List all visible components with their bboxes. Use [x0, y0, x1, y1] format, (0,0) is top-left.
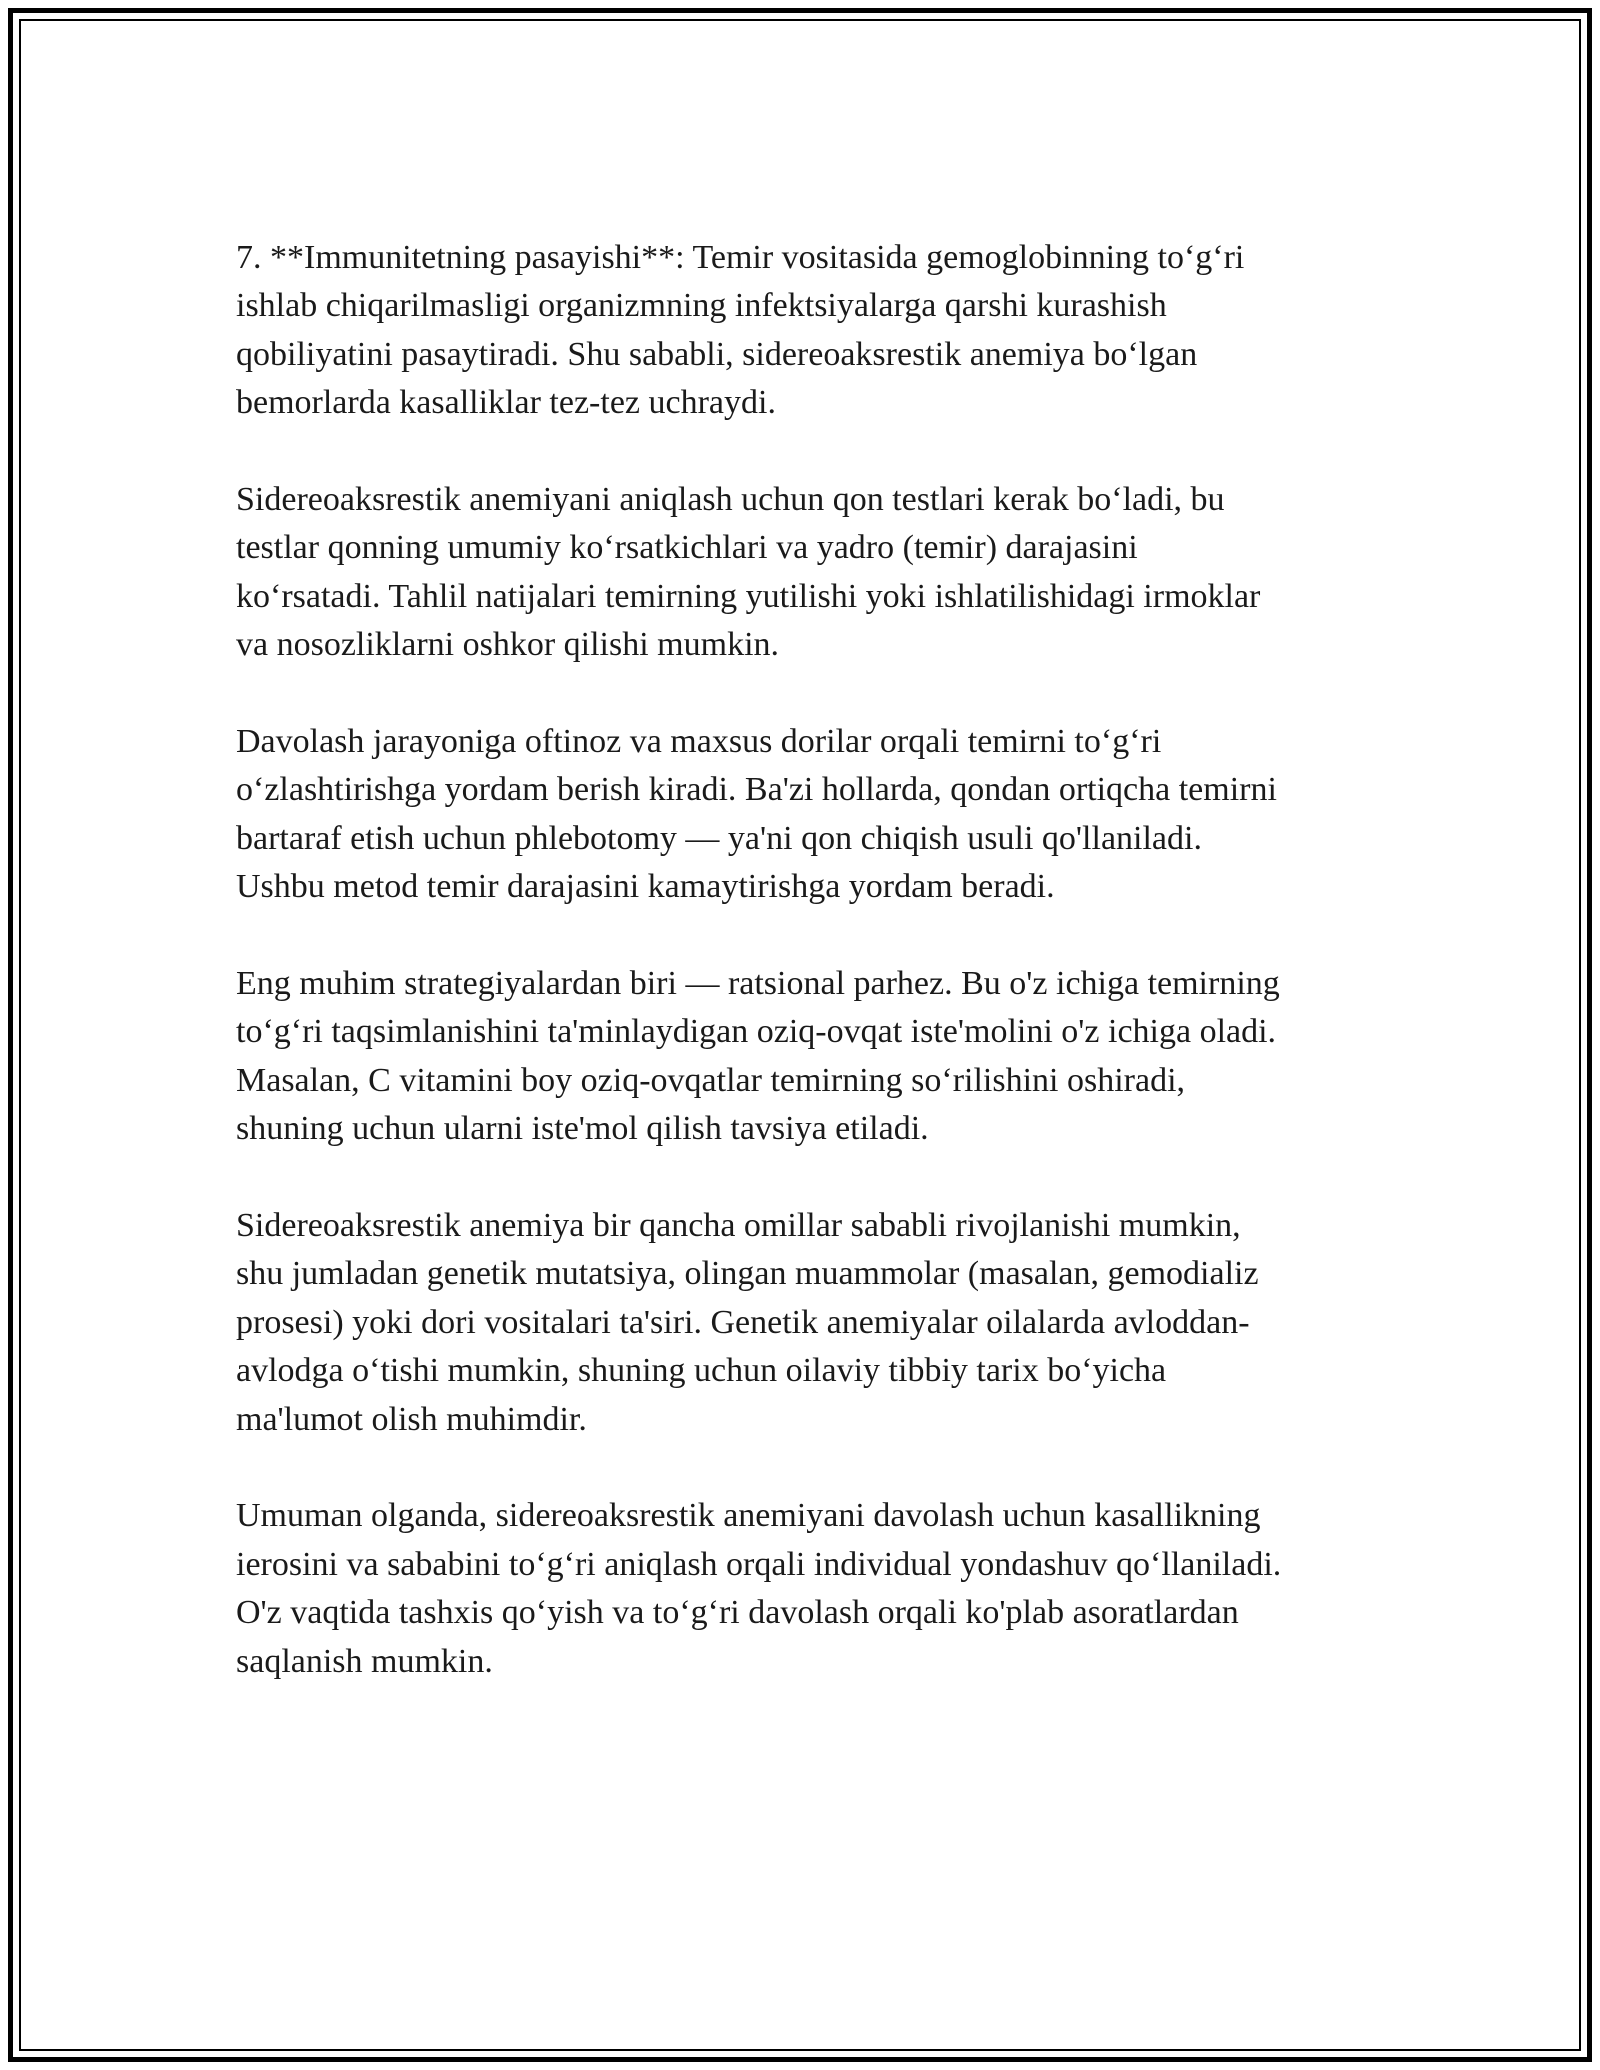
paragraph-conclusion: Umuman olganda, sidereoaksrestik anemiyani davolash uchun kasallikning ierosini va sababini to‘g‘ri aniqlash orqali individual yondashuv qo‘llaniladi. O'z vaqtida tashxis qo‘yish va to‘g‘ri davolash orqali ko'plab asoratlardan saqlanish mumkin. — [236, 1497, 1282, 1680]
paragraph-diagnosis: Sidereoaksrestik anemiyani aniqlash uchun qon testlari kerak bo‘ladi, bu testlar qonning umumiy ko‘rsatkichlari va yadro (temir) darajasini ko‘rsatadi. Tahlil natijalari temirning yutilishi yoki ishlatilishidagi irmoklar va nosozliklarni oshkor qilishi mumkin. — [236, 481, 1261, 664]
paragraph-treatment: Davolash jarayoniga oftinoz va maxsus dorilar orqali temirni to‘g‘ri o‘zlashtirishga yordam berish kiradi. Ba'zi hollarda, qondan ortiqcha temirni bartaraf etish uchun phlebotomy — ya'ni qon chiqish usuli qo'llaniladi. Ushbu metod temir darajasini kamaytirishga yordam beradi. — [236, 723, 1277, 906]
document-body — [236, 234, 1376, 1735]
paragraph-diet: Eng muhim strategiyalardan biri — ratsional parhez. Bu o'z ichiga temirning to‘g‘ri taqsimlanishini ta'minlaydigan oziq-ovqat iste'molini o'z ichiga oladi. Masalan, C vitamini boy oziq-ovqatlar temirning so‘rilishini oshiradi, shuning uchun ularni iste'mol qilish tavsiya etiladi. — [236, 965, 1280, 1148]
paragraph-causes: Sidereoaksrestik anemiya bir qancha omillar sababli rivojlanishi mumkin, shu jumladan genetik mutatsiya, olingan muammolar (masalan, gemodializ prosesi) yoki dori vositalari ta'siri. Genetik anemiyalar oilalarda avloddan- avlodga o‘tishi mumkin, shuning uchun oilaviy tibbiy tarix bo‘yicha ma'lumot olish muhimdir. — [236, 1207, 1259, 1438]
paragraph-immunity: 7. **Immunitetning pasayishi**: Temir vositasida gemoglobinning to‘g‘ri ishlab chiqarilmasligi organizmning infektsiyalarga qarshi kurashish qobiliyatini pasaytiradi. Shu sababli, sidereoaksrestik anemiya bo‘lgan bemorlarda kasalliklar tez-tez uchraydi. — [236, 239, 1245, 422]
